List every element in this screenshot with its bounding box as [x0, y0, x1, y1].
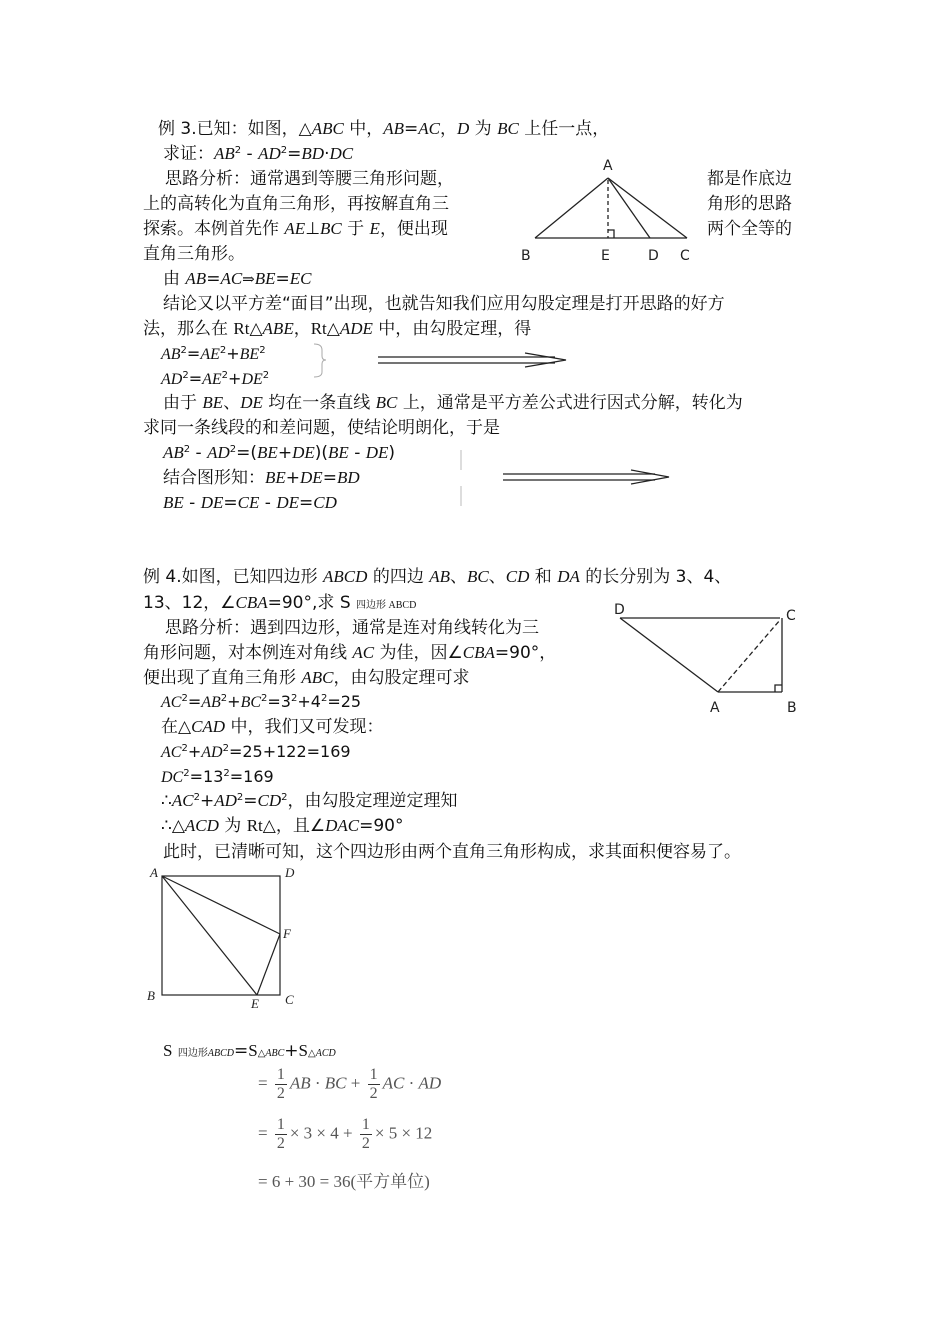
ex4-quadrilateral-figure: [610, 600, 815, 720]
ex4-converse: $\therefore AC^2+AD^2=CD^2$，由勾股定理逆定理知: [161, 791, 458, 811]
ex3-title: 例 3.已知：如图，△ABC 中，AB=AC，D 为 BC 上任一点，: [158, 119, 610, 139]
ex3-analysis-line2-right: 角形的思路: [707, 194, 792, 214]
ex3-prove: 求证：$AB^2 - AD^2=BD\cdot DC$: [163, 144, 354, 164]
ex4-analysis-line2: 角形问题，对本例连对角线 AC 为佳，因∠CBA=90°，: [143, 643, 557, 663]
ex4-label-c: C: [786, 608, 796, 624]
ex3-since-line2: 求同一条线段的和差问题，使结论明朗化，于是: [143, 418, 500, 438]
square-label-c: C: [285, 992, 294, 1007]
ex4-title-line1: 例 4.如图，已知四边形 ABCD 的四边 AB、BC、CD 和 DA 的长分别为 3、4、: [143, 567, 732, 587]
square-figure: [145, 862, 305, 1012]
ex3-analysis-line1: 思路分析：通常遇到等腰三角形问题，: [165, 169, 454, 189]
ex3-analysis-line4: 直角三角形。: [143, 244, 245, 264]
square-label-a: A: [150, 865, 158, 880]
ex3-label-b: B: [521, 248, 531, 264]
ex3-brace-arrow: [310, 342, 570, 382]
square-label-e: E: [251, 996, 259, 1011]
square-label-d: D: [285, 865, 295, 880]
ex4-eq-dc: $DC^2=13^2=169$: [161, 767, 274, 786]
area-step2: = $\frac{1}{2}$ × 3 × 4 + $\frac{1}{2}$ × 5 × 12: [258, 1116, 433, 1152]
ex3-label-e: E: [601, 248, 610, 264]
ex3-arrow-2: [455, 448, 675, 510]
ex3-analysis-line2: 上的高转化为直角三角形，再按解直角三: [143, 194, 449, 214]
ex4-is-right: ∴△ACD 为 Rt△，且∠DAC=90°: [161, 816, 404, 836]
area-step3: = 6 + 30 = 36(平方单位): [258, 1172, 430, 1191]
square-label-b: B: [147, 988, 155, 1003]
ex3-label-d: D: [648, 248, 659, 264]
area-step1: = $\frac{1}{2}$ AB · BC + $\frac{1}{2}$ AC · AD: [258, 1066, 442, 1102]
ex4-in-cad: 在△CAD 中，我们又可发现：: [161, 717, 384, 737]
ex4-label-a: A: [710, 700, 720, 716]
ex3-since-line1: 由于 BE、DE 均在一条直线 BC 上，通常是平方差公式进行因式分解，转化为: [163, 393, 743, 413]
ex4-label-d: D: [614, 602, 625, 618]
ex3-conclusion-line1: 结论又以平方差“面目”出现，也就告知我们应用勾股定理是打开思路的好方: [163, 294, 725, 314]
ex3-from-equal: 由 AB=AC⇒BE=EC: [163, 269, 312, 289]
ex4-analysis-line3: 便出现了直角三角形 ABC，由勾股定理可求: [143, 668, 470, 688]
ex3-triangle-figure: [515, 150, 705, 270]
ex3-eq-ab: $AB^2=AE^2+BE^2$: [161, 344, 266, 363]
ex3-analysis-line3-right: 两个全等的: [707, 219, 792, 239]
ex4-label-b: B: [787, 700, 797, 716]
ex3-diff-eq: BE - DE=CE - DE=CD: [163, 493, 337, 513]
ex3-eq-ad: $AD^2=AE^2+DE^2$: [161, 369, 270, 388]
ex3-conclusion-line2: 法，那么在 Rt△ABE，Rt△ADE 中，由勾股定理，得: [143, 319, 532, 339]
area-formula: S 四边形ABCD=S△ABC+S△ACD: [163, 1041, 336, 1061]
ex3-label-a: A: [603, 158, 613, 174]
ex4-eq-ac: $AC^2=AB^2+BC^2=3^2+4^2=25$: [161, 692, 362, 711]
ex4-conclusion: 此时，已清晰可知，这个四边形由两个直角三角形构成，求其面积便容易了。: [163, 842, 741, 862]
ex4-title-line2: 13、12，∠CBA=90°,求 S 四边形 ABCD: [143, 593, 417, 613]
ex4-eq-sum: $AC^2+AD^2=25+122=169$: [161, 742, 351, 761]
ex3-analysis-line1-right: 都是作底边: [707, 169, 792, 189]
ex3-label-c: C: [680, 248, 690, 264]
ex3-analysis-line3: 探索。本例首先作 AE⊥BC 于 E，便出现: [143, 219, 448, 239]
ex4-analysis-line1: 思路分析：遇到四边形，通常是连对角线转化为三: [165, 618, 539, 638]
square-label-f: F: [283, 926, 291, 941]
ex3-combine: 结合图形知：BE+DE=BD: [163, 468, 360, 488]
ex3-factor-eq: $AB^2 - AD^2=(BE+DE)(BE - DE)$: [163, 443, 396, 463]
